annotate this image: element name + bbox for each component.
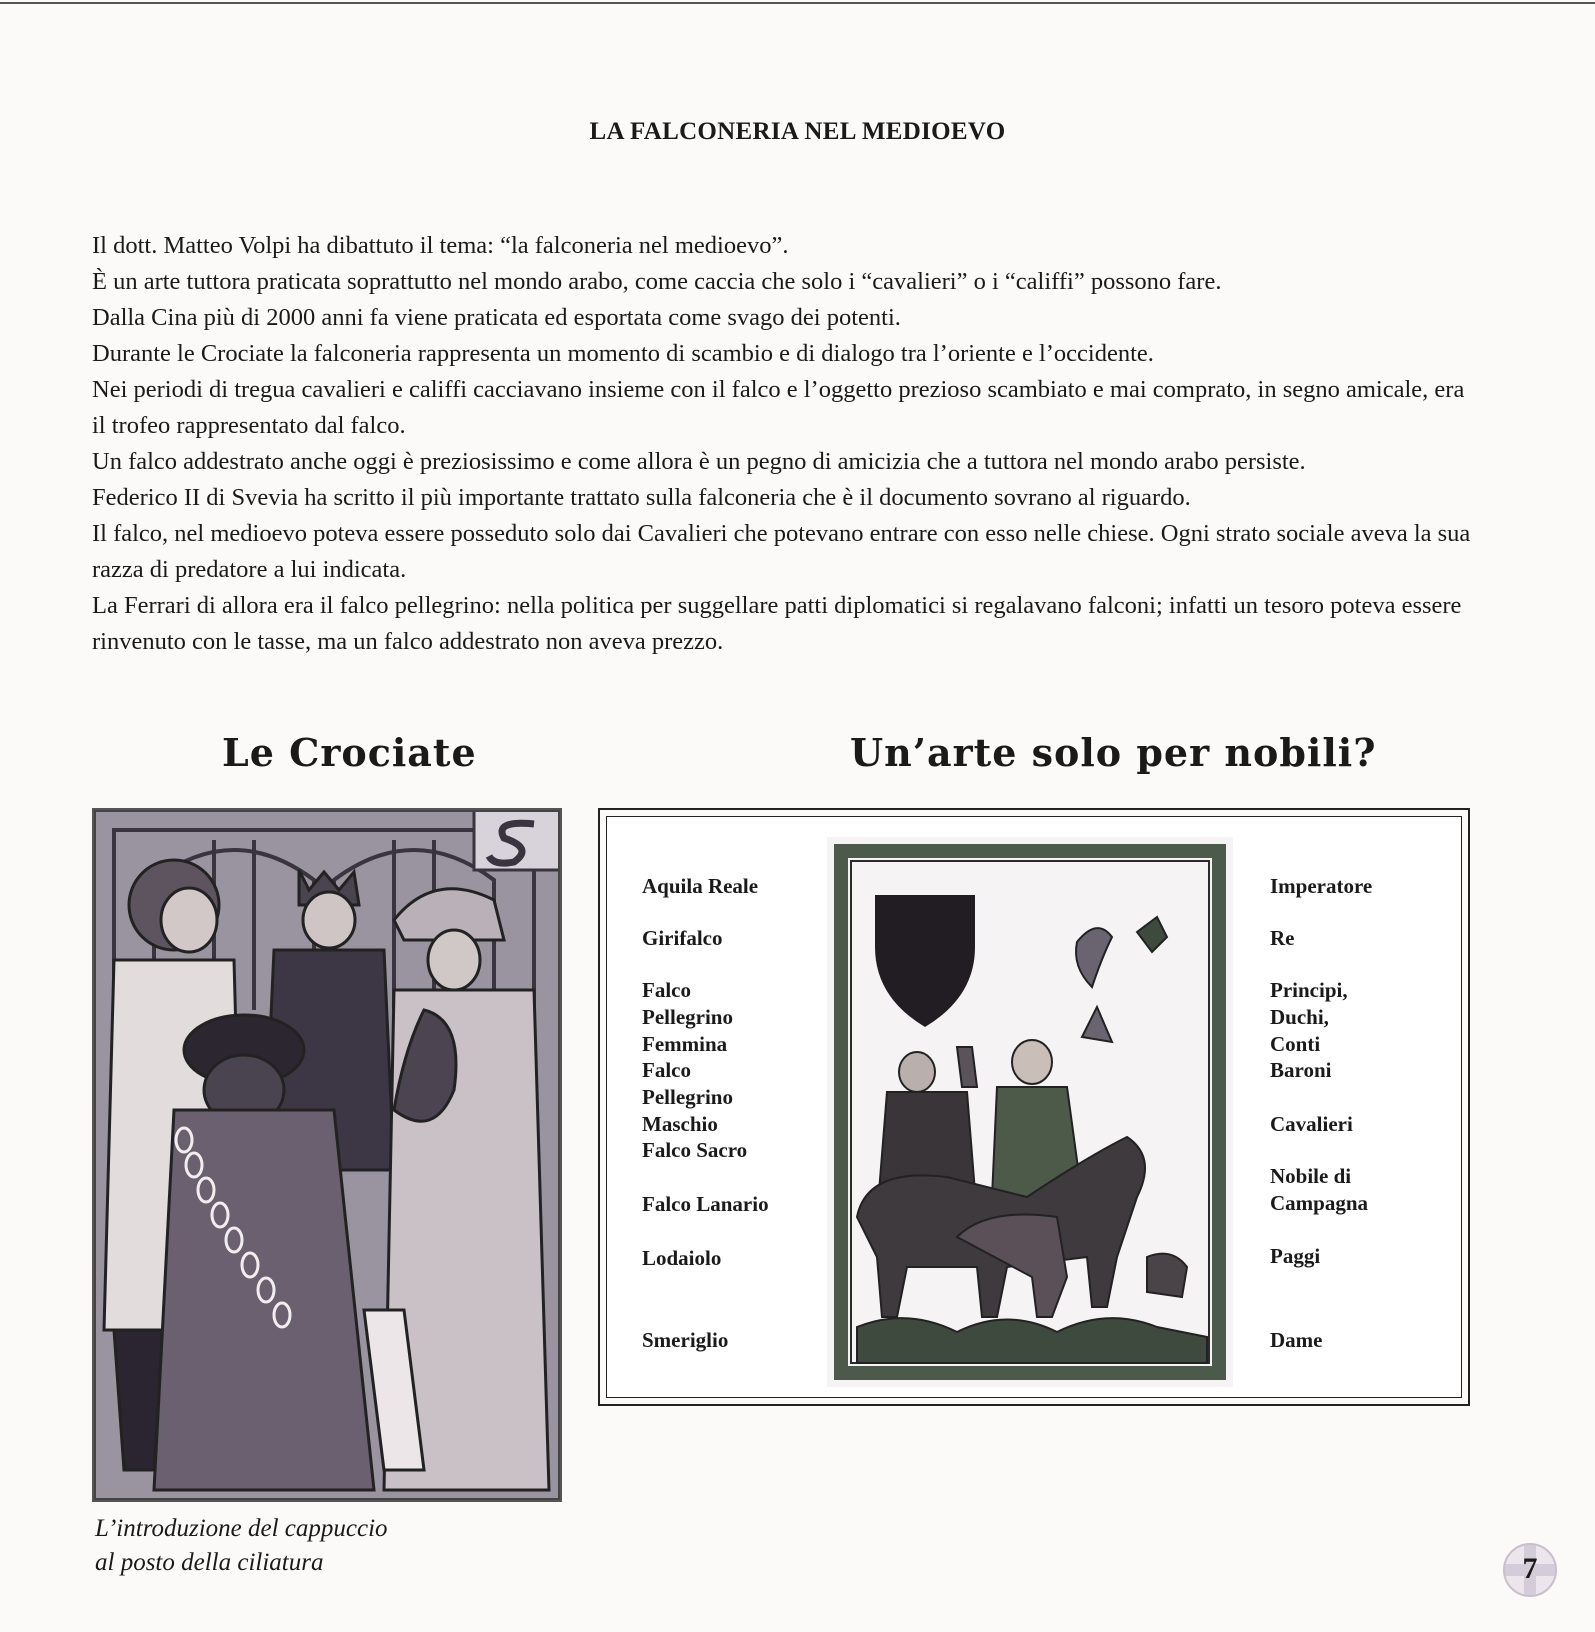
- page-number: 7: [1522, 1552, 1538, 1585]
- page-number-badge: [1500, 1540, 1560, 1600]
- paragraph-4: Durante le Crociate la falconeria rappresenta un momento di scambio e di dialogo tra l’oriente e l’occidente.: [92, 340, 1154, 367]
- heading-arte-nobili: Un’arte solo per nobili?: [850, 730, 1377, 775]
- bird-item: Falco Pellegrino Femmina: [642, 978, 733, 1056]
- paragraph-2: È un arte tuttora praticata soprattutto nel mondo arabo, come caccia che solo i “cavalieri” o i “califfi” possono fare.: [92, 268, 1222, 295]
- caption-line-2: al posto della ciliatura: [95, 1549, 324, 1576]
- rank-item: Cavalieri: [1270, 1112, 1353, 1136]
- caption-line-1: L’introduzione del cappuccio: [95, 1515, 388, 1542]
- rank-item: Principi, Duchi, Conti: [1270, 978, 1348, 1056]
- rank-item: Re: [1270, 926, 1295, 950]
- bird-item: Aquila Reale: [642, 874, 759, 898]
- crusaders-falconry-illustration: [92, 808, 562, 1502]
- paragraph-6: Un falco addestrato anche oggi è preziosissimo e come allora è un pegno di amicizia che a tuttora nel mondo arabo persiste.: [92, 448, 1306, 475]
- page-title: LA FALCONERIA NEL MEDIOEVO: [589, 118, 1006, 145]
- rank-table-frame: [598, 808, 1470, 1406]
- top-rule: [0, 2, 1595, 4]
- bird-item: Smeriglio: [642, 1328, 729, 1352]
- paragraph-8: Il falco, nel medioevo poteva essere posseduto solo dai Cavalieri che potevano entrare con esso nelle chiese. Ogni strato sociale aveva la sua razza di predatore a lui indicata.: [92, 520, 1471, 583]
- paragraph-9: La Ferrari di allora era il falco pellegrino: nella politica per suggellare patti diplomatici si regalavano falconi; infatti un tesoro poteva essere rinvenuto con le tasse, ma un falco addestrato non aveva prezzo.: [92, 592, 1462, 655]
- rank-table: [606, 816, 1462, 1398]
- knights-hunting-illustration: [827, 837, 1233, 1387]
- paragraph-3: Dalla Cina più di 2000 anni fa viene praticata ed esportata come svago dei potenti.: [92, 304, 901, 331]
- rank-item: Imperatore: [1270, 874, 1373, 898]
- bird-item: Falco Pellegrino Maschio: [642, 1058, 733, 1136]
- paragraph-7: Federico II di Svevia ha scritto il più importante trattato sulla falconeria che è il documento sovrano al riguardo.: [92, 484, 1191, 511]
- heading-crociate: Le Crociate: [222, 730, 477, 775]
- paragraph-5: Nei periodi di tregua cavalieri e califfi cacciavano insieme con il falco e l’oggetto prezioso scambiato e mai comprato, in segno amicale, era il trofeo rappresentato dal falco.: [92, 376, 1465, 439]
- rank-item: Paggi: [1270, 1244, 1321, 1268]
- bird-item: Falco Lanario: [642, 1192, 769, 1216]
- rank-item: Baroni: [1270, 1058, 1332, 1082]
- bird-item: Falco Sacro: [642, 1138, 748, 1162]
- illustration-caption: [95, 1512, 495, 1580]
- paragraph-1: Il dott. Matteo Volpi ha dibattuto il tema: “la falconeria nel medioevo”.: [92, 232, 789, 259]
- bird-item: Girifalco: [642, 926, 723, 950]
- rank-item: Dame: [1270, 1328, 1323, 1352]
- bird-item: Lodaiolo: [642, 1246, 722, 1270]
- body-text: [92, 228, 1472, 660]
- rank-item: Nobile di Campagna: [1270, 1164, 1369, 1215]
